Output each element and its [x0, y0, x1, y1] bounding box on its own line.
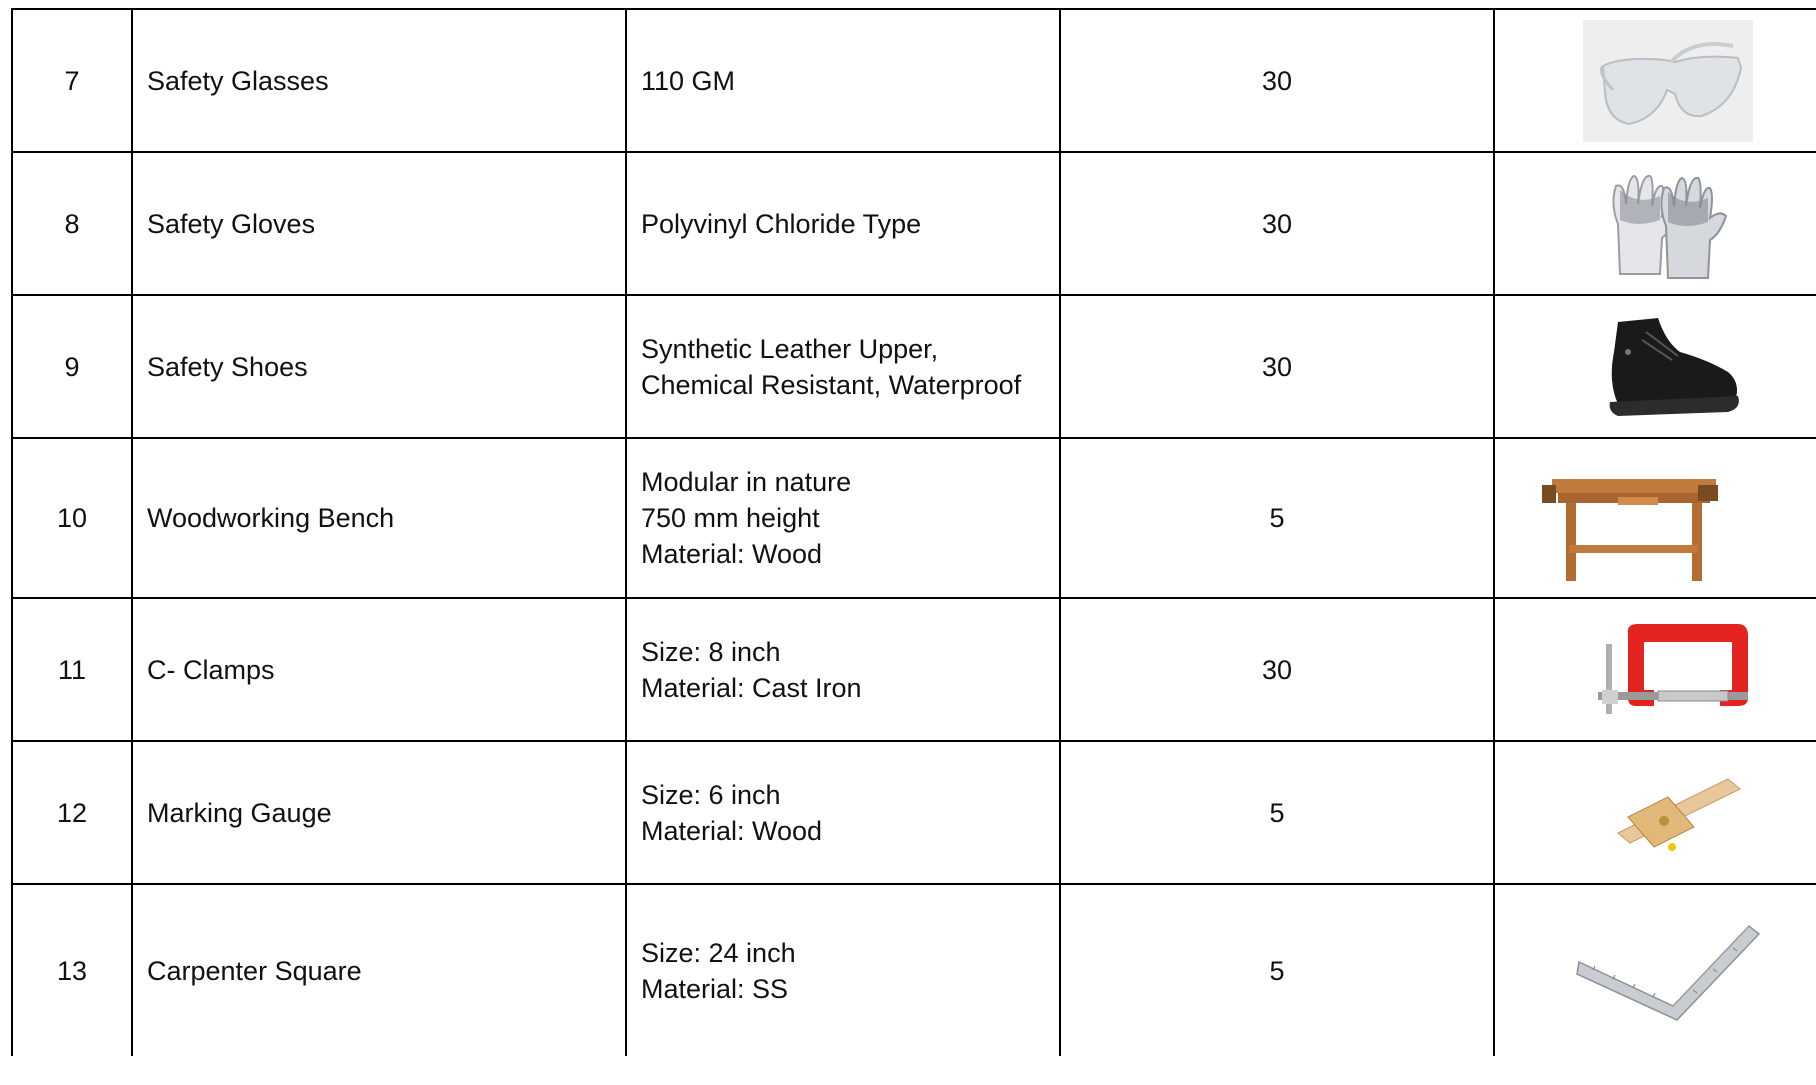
- table-row: [12, 741, 1816, 884]
- item-name-cell: Safety Glasses: [132, 9, 626, 152]
- quantity-cell: 5: [1060, 438, 1494, 598]
- quantity-cell: 5: [1060, 741, 1494, 884]
- item-name-cell: Marking Gauge: [132, 741, 626, 884]
- quantity-cell: 30: [1060, 9, 1494, 152]
- item-name-cell: Safety Gloves: [132, 152, 626, 295]
- serial-number-cell: 10: [12, 438, 132, 598]
- specification-cell: [626, 598, 1060, 741]
- serial-number-cell: 13: [12, 884, 132, 1056]
- spec-line: Material: Cast Iron: [641, 672, 862, 703]
- item-name-cell: Safety Shoes: [132, 295, 626, 438]
- spec-line: 750 mm height: [641, 503, 820, 533]
- specification-cell: [626, 884, 1060, 1056]
- serial-number-cell: 8: [12, 152, 132, 295]
- spec-line: Synthetic Leather Upper,: [641, 333, 939, 364]
- image-cell: [1494, 741, 1816, 884]
- specification-cell: [626, 295, 1060, 438]
- table-row: [12, 152, 1816, 295]
- specification-cell: [626, 438, 1060, 598]
- serial-number-cell: 11: [12, 598, 132, 741]
- item-name-cell: C- Clamps: [132, 598, 626, 741]
- table-row: [12, 438, 1816, 598]
- safety-gloves-icon: [1598, 164, 1738, 284]
- table-row: [12, 598, 1816, 741]
- serial-number-cell: 12: [12, 741, 132, 884]
- specification-cell: [626, 741, 1060, 884]
- image-cell: [1494, 884, 1816, 1056]
- spec-line: Chemical Resistant, Waterproof: [641, 369, 1022, 400]
- table-row: [12, 884, 1816, 1056]
- marking-gauge-icon: [1598, 763, 1758, 863]
- image-cell: [1494, 598, 1816, 741]
- quantity-cell: 5: [1060, 884, 1494, 1056]
- spec-line: 110 GM: [641, 65, 736, 96]
- safety-shoe-icon: [1588, 312, 1748, 422]
- spec-line: Size: 6 inch: [641, 779, 781, 810]
- specification-cell: [626, 9, 1060, 152]
- spec-line: Material: Wood: [641, 539, 823, 569]
- c-clamp-icon: [1588, 620, 1768, 720]
- table-row: [12, 9, 1816, 152]
- item-name-cell: Carpenter Square: [132, 884, 626, 1056]
- workbench-icon: [1538, 443, 1728, 593]
- image-cell: [1494, 295, 1816, 438]
- quantity-cell: 30: [1060, 152, 1494, 295]
- spec-line: Size: 24 inch: [641, 937, 796, 968]
- spec-line: Size: 8 inch: [641, 636, 781, 667]
- safety-glasses-icon: [1583, 20, 1753, 142]
- carpenter-square-icon: [1573, 916, 1763, 1026]
- serial-number-cell: 9: [12, 295, 132, 438]
- image-cell: [1494, 438, 1816, 598]
- specification-cell: [626, 152, 1060, 295]
- spec-line: Material: Wood: [641, 815, 823, 846]
- quantity-cell: 30: [1060, 295, 1494, 438]
- item-name-cell: Woodworking Bench: [132, 438, 626, 598]
- quantity-cell: 30: [1060, 598, 1494, 741]
- equipment-table: [11, 8, 1816, 1056]
- serial-number-cell: 7: [12, 9, 132, 152]
- spec-line: Material: SS: [641, 973, 789, 1004]
- table-row: [12, 295, 1816, 438]
- spec-line: Modular in nature: [641, 467, 852, 497]
- spec-line: Polyvinyl Chloride Type: [641, 208, 922, 239]
- image-cell: [1494, 9, 1816, 152]
- image-cell: [1494, 152, 1816, 295]
